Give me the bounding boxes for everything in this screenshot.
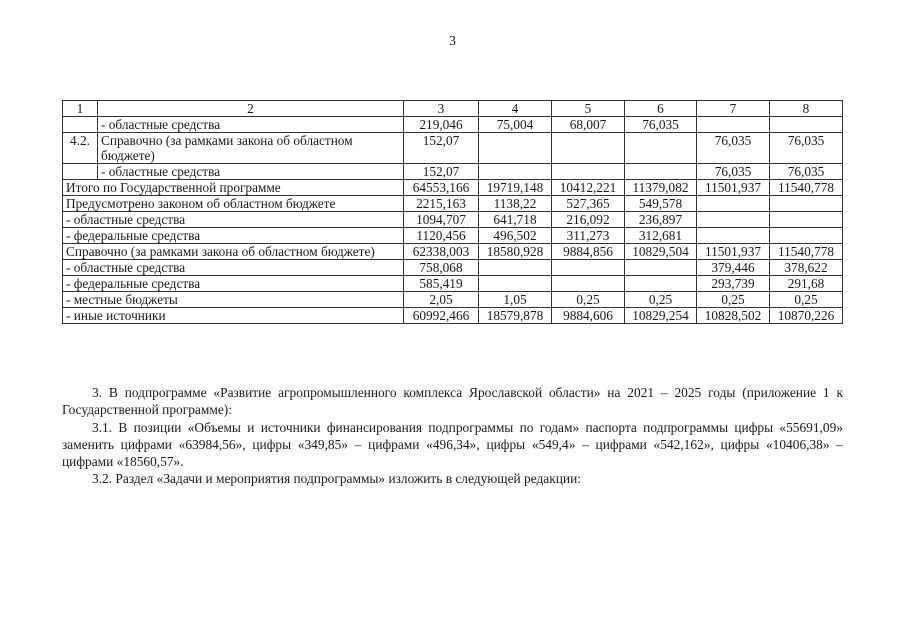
value-cell: 216,092 — [552, 212, 625, 228]
row-name-cell: Справочно (за рамками закона об областном бюджете) — [63, 244, 404, 260]
value-cell: 75,004 — [479, 117, 552, 133]
value-cell: 18580,928 — [479, 244, 552, 260]
row-number-cell — [63, 117, 98, 133]
value-cell — [697, 117, 770, 133]
value-cell: 527,365 — [552, 196, 625, 212]
table-row — [63, 228, 843, 244]
value-cell: 11540,778 — [770, 244, 843, 260]
value-cell: 10412,221 — [552, 180, 625, 196]
paragraph-3-2: 3.2. Раздел «Задачи и мероприятия подпрограммы» изложить в следующей редакции: — [92, 471, 581, 486]
value-cell: 0,25 — [697, 292, 770, 308]
value-cell: 76,035 — [770, 164, 843, 180]
value-cell: 76,035 — [770, 133, 843, 164]
paragraph-3: 3. В подпрограмме «Развитие агропромышленного комплекса Ярославской области» на 2021 – 2025 годы (приложение 1 к Государственной программе): — [62, 385, 843, 417]
value-cell: 585,419 — [404, 276, 479, 292]
row-name-cell: - областные средства — [98, 164, 404, 180]
value-cell — [625, 276, 697, 292]
value-cell: 11501,937 — [697, 244, 770, 260]
table-row — [63, 164, 843, 180]
value-cell: 312,681 — [625, 228, 697, 244]
value-cell — [770, 228, 843, 244]
value-cell: 76,035 — [697, 164, 770, 180]
header-cell: 8 — [770, 101, 843, 117]
value-cell: 378,622 — [770, 260, 843, 276]
table-row — [63, 260, 843, 276]
header-cell: 4 — [479, 101, 552, 117]
value-cell — [770, 196, 843, 212]
value-cell: 758,068 — [404, 260, 479, 276]
value-cell: 10828,502 — [697, 308, 770, 324]
table-row — [63, 180, 843, 196]
row-name-cell: - иные источники — [63, 308, 404, 324]
value-cell: 2215,163 — [404, 196, 479, 212]
value-cell — [770, 117, 843, 133]
value-cell — [625, 164, 697, 180]
value-cell: 496,502 — [479, 228, 552, 244]
value-cell: 1094,707 — [404, 212, 479, 228]
table-row — [63, 308, 843, 324]
row-name-cell: - местные бюджеты — [63, 292, 404, 308]
value-cell: 62338,003 — [404, 244, 479, 260]
table-row — [63, 133, 843, 164]
value-cell: 10870,226 — [770, 308, 843, 324]
row-name-cell: - областные средства — [63, 260, 404, 276]
table-row — [63, 244, 843, 260]
value-cell — [479, 164, 552, 180]
row-name-cell: Предусмотрено законом об областном бюджете — [63, 196, 404, 212]
value-cell: 152,07 — [404, 133, 479, 164]
value-cell — [697, 196, 770, 212]
value-cell: 2,05 — [404, 292, 479, 308]
value-cell — [552, 276, 625, 292]
value-cell: 11540,778 — [770, 180, 843, 196]
value-cell — [697, 228, 770, 244]
value-cell: 311,273 — [552, 228, 625, 244]
value-cell: 19719,148 — [479, 180, 552, 196]
header-cell: 2 — [98, 101, 404, 117]
value-cell: 0,25 — [552, 292, 625, 308]
row-number-cell — [63, 164, 98, 180]
value-cell: 379,446 — [697, 260, 770, 276]
row-name-cell: Справочно (за рамками закона об областном бюджете) — [98, 133, 404, 164]
value-cell: 68,007 — [552, 117, 625, 133]
value-cell — [479, 276, 552, 292]
table-row — [63, 292, 843, 308]
value-cell: 0,25 — [770, 292, 843, 308]
row-number-cell: 4.2. — [63, 133, 98, 164]
value-cell: 1138,22 — [479, 196, 552, 212]
value-cell — [552, 260, 625, 276]
value-cell — [625, 260, 697, 276]
table-row — [63, 117, 843, 133]
value-cell: 641,718 — [479, 212, 552, 228]
value-cell: 291,68 — [770, 276, 843, 292]
value-cell: 236,897 — [625, 212, 697, 228]
value-cell — [625, 133, 697, 164]
row-name-cell: - областные средства — [63, 212, 404, 228]
value-cell — [479, 133, 552, 164]
value-cell: 10829,504 — [625, 244, 697, 260]
value-cell: 11501,937 — [697, 180, 770, 196]
table-row — [63, 276, 843, 292]
header-cell: 7 — [697, 101, 770, 117]
table-row — [63, 212, 843, 228]
table-header-row — [63, 101, 843, 117]
value-cell: 293,739 — [697, 276, 770, 292]
value-cell — [770, 212, 843, 228]
header-cell: 6 — [625, 101, 697, 117]
value-cell: 1120,456 — [404, 228, 479, 244]
header-cell: 1 — [63, 101, 98, 117]
header-cell: 3 — [404, 101, 479, 117]
value-cell — [552, 133, 625, 164]
value-cell: 219,046 — [404, 117, 479, 133]
financing-table — [62, 100, 843, 324]
value-cell — [479, 260, 552, 276]
value-cell: 64553,166 — [404, 180, 479, 196]
value-cell: 1,05 — [479, 292, 552, 308]
value-cell: 9884,856 — [552, 244, 625, 260]
value-cell: 0,25 — [625, 292, 697, 308]
value-cell — [697, 212, 770, 228]
value-cell — [552, 164, 625, 180]
value-cell: 11379,082 — [625, 180, 697, 196]
value-cell: 76,035 — [625, 117, 697, 133]
value-cell: 10829,254 — [625, 308, 697, 324]
page-number: 3 — [449, 34, 456, 49]
value-cell: 60992,466 — [404, 308, 479, 324]
value-cell: 152,07 — [404, 164, 479, 180]
table-row — [63, 196, 843, 212]
row-name-cell: - областные средства — [98, 117, 404, 133]
value-cell: 76,035 — [697, 133, 770, 164]
header-cell: 5 — [552, 101, 625, 117]
value-cell: 9884,606 — [552, 308, 625, 324]
value-cell: 18579,878 — [479, 308, 552, 324]
paragraph-3-1: 3.1. В позиции «Объемы и источники финансирования подпрограммы по годам» паспорта подпрограммы цифры «55691,09» заменить цифрами «63984,56», цифры «349,85» – цифрами «496,34», цифры «549,4» – цифрами «542,162», цифры «10406,38» – цифрами «18560,57». — [62, 420, 843, 469]
value-cell: 549,578 — [625, 196, 697, 212]
row-name-cell: - федеральные средства — [63, 228, 404, 244]
row-name-cell: Итого по Государственной программе — [63, 180, 404, 196]
row-name-cell: - федеральные средства — [63, 276, 404, 292]
